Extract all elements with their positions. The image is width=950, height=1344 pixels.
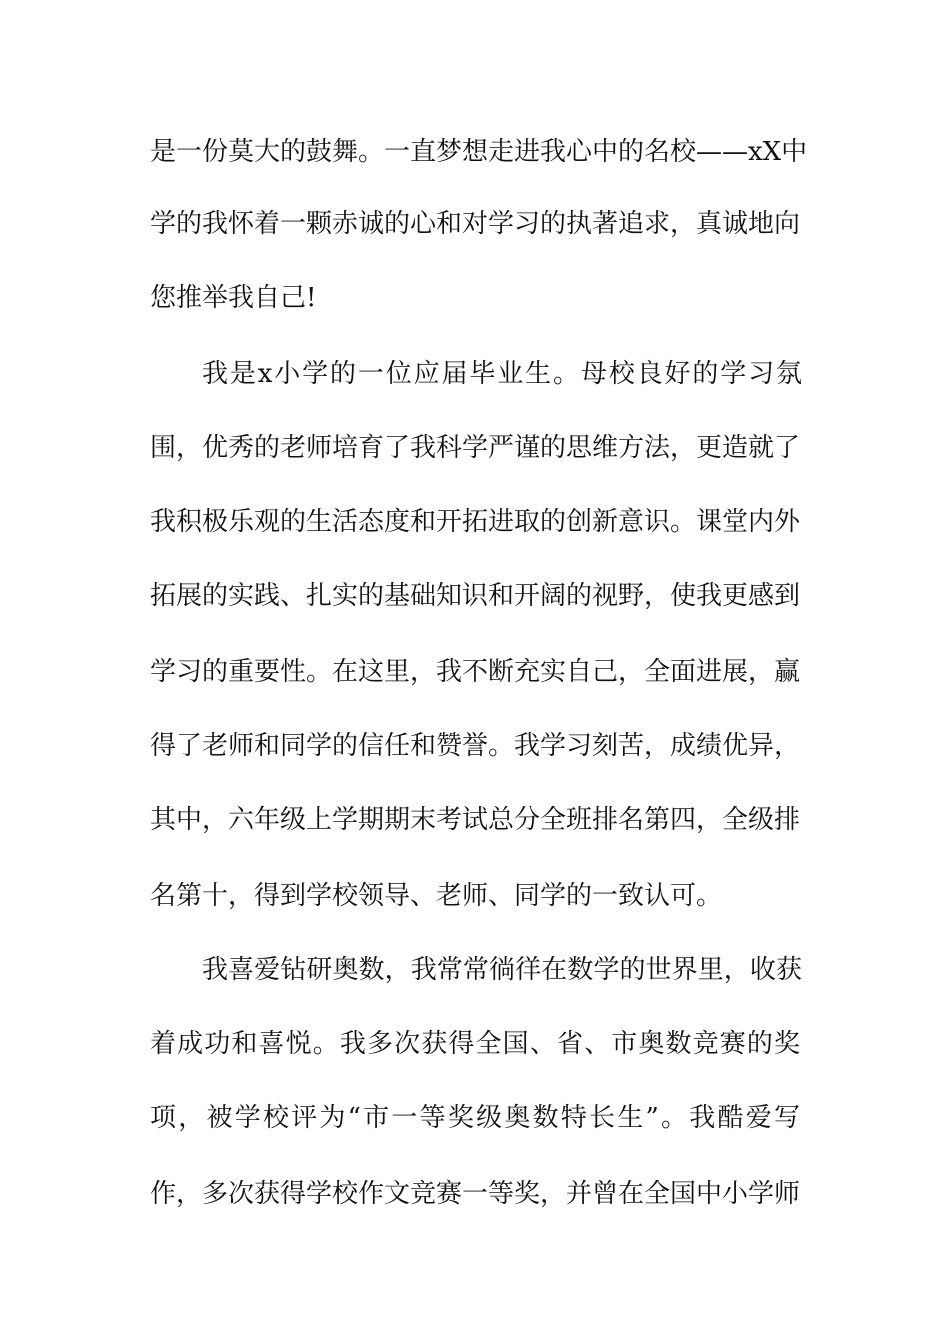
paragraph-2-line-2: 围，优秀的老师培育了我科学严谨的思维方法，更造就了 — [150, 433, 801, 463]
paragraph-1-line-2: 学的我怀着一颗赤诚的心和对学习的执著追求，真诚地向 — [150, 209, 801, 239]
paragraph-3-line-2: 着成功和喜悦。我多次获得全国、省、市奥数竞赛的奖 — [150, 1029, 800, 1059]
paragraph-2-line-5: 学习的重要性。在这里，我不断充实自己，全面进展，赢 — [150, 657, 801, 687]
paragraph-2-line-1: 我是x小学的一位应届毕业生。母校良好的学习氛 — [202, 359, 802, 389]
paragraph-1-line-3: 您推举我自己! — [150, 283, 317, 313]
paragraph-2-line-4: 拓展的实践、扎实的基础知识和开阔的视野，使我更感到 — [150, 581, 801, 611]
paragraph-1-line-1: 是一份莫大的鼓舞。一直梦想走进我心中的名校——xX中 — [150, 137, 808, 167]
paragraph-2-line-8: 名第十，得到学校领导、老师、同学的一致认可。 — [150, 881, 723, 911]
paragraph-2-line-7: 其中，六年级上学期期末考试总分全班排名第四，全级排 — [150, 805, 801, 835]
paragraph-2-line-3: 我积极乐观的生活态度和开拓进取的创新意识。课堂内外 — [150, 507, 801, 537]
paragraph-3-line-4: 作，多次获得学校作文竞赛一等奖，并曾在全国中小学师 — [150, 1179, 801, 1209]
paragraph-3-line-3: 项，被学校评为“市一等奖级奥数特长生”。我酷爱写 — [150, 1103, 800, 1133]
paragraph-2-line-6: 得了老师和同学的信任和赞誉。我学习刻苦，成绩优异， — [150, 731, 801, 761]
paragraph-3-line-1: 我喜爱钻研奥数，我常常徜徉在数学的世界里，收获 — [202, 955, 802, 985]
